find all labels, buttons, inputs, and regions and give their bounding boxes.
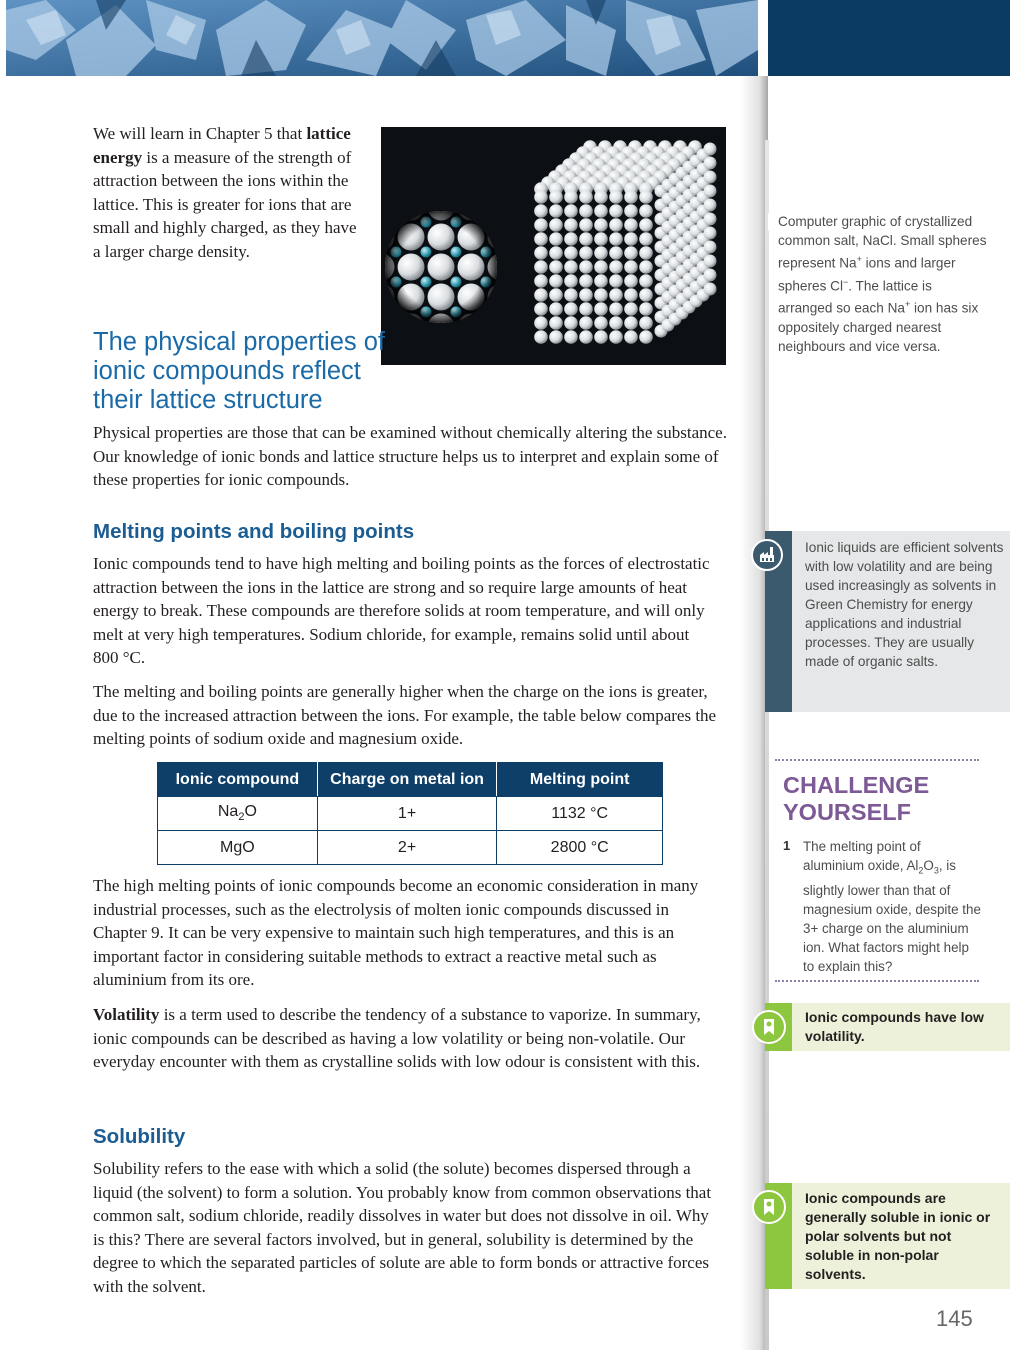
intro-key-term: lattice energy xyxy=(93,124,351,167)
challenge-title: CHALLENGE YOURSELF xyxy=(783,772,930,825)
lattice-sphere xyxy=(594,218,608,232)
lattice-sphere xyxy=(549,232,563,246)
table-header-cell: Melting point xyxy=(497,763,663,797)
lattice-sphere xyxy=(564,330,578,344)
volatility-paragraph: Volatility is a term used to describe the tendency of a substance to vaporize. In summary, ionic compounds can be described as having a low volatility or being non-volatile. Our everyday encounter with them as crystalline solids with low odour is consistent with this. xyxy=(93,1005,701,1071)
lattice-sphere xyxy=(609,204,623,218)
lattice-sphere xyxy=(624,190,638,204)
lattice-sphere xyxy=(704,199,717,212)
table-cell-charge: 1+ xyxy=(317,797,497,831)
lattice-sphere xyxy=(511,307,522,318)
lattice-sphere xyxy=(391,217,402,228)
header-banner-block xyxy=(768,0,1010,76)
lattice-sphere xyxy=(579,316,593,330)
lattice-sphere xyxy=(511,337,522,348)
lattice-sphere xyxy=(564,190,578,204)
lattice-sphere xyxy=(564,246,578,260)
lattice-sphere xyxy=(579,232,593,246)
lattice-sphere xyxy=(534,246,548,260)
lattice-sphere xyxy=(549,330,563,344)
lattice-sphere xyxy=(481,217,492,228)
lattice-sphere xyxy=(549,260,563,274)
melting-paragraph-3: The high melting points of ionic compounds become an economic consideration in many industrial processes, such as the electrolysis of molten ionic compounds discussed in Chapter 9. It can be very expensive to maintain such high temperatures, and this is an important factor in considering suitable methods to extract a reactive metal such as aluminium from its ore. xyxy=(93,876,699,989)
lattice-sphere xyxy=(704,213,717,226)
lattice-sphere xyxy=(609,218,623,232)
lattice-sphere xyxy=(511,277,522,288)
lattice-sphere xyxy=(624,232,638,246)
lattice-sphere xyxy=(639,218,653,232)
lattice-sphere xyxy=(609,288,623,302)
solubility-heading: Solubility xyxy=(93,1125,186,1148)
lattice-sphere xyxy=(704,283,717,296)
melting-heading: Melting points and boiling points xyxy=(93,520,415,543)
melting-point-table xyxy=(157,762,663,865)
table-cell-melting-point: 1132 °C xyxy=(497,797,663,831)
key-point-text: Ionic compounds have low volatility. xyxy=(805,1009,984,1044)
lattice-sphere xyxy=(624,204,638,218)
lattice-sphere xyxy=(564,232,578,246)
lattice-sphere xyxy=(549,288,563,302)
header-banner-image xyxy=(6,0,758,76)
intro-text-end: is a measure of the strength of attraction between the ions within the lattice. This is greater for ions that are small and highly charged, as they have a larger charge density. xyxy=(93,147,357,261)
lattice-sphere xyxy=(534,302,548,316)
melting-paragraph-2: The melting and boiling points are generally higher when the charge on the ions is greater, due to the increased attraction between the ions. For example, the table below compares the melting points of sodium oxide and magnesium oxide. xyxy=(93,682,717,748)
lattice-sphere xyxy=(594,274,608,288)
lattice-sphere xyxy=(488,314,515,341)
lattice-sphere xyxy=(549,302,563,316)
table-cell-charge: 2+ xyxy=(317,831,497,865)
lattice-sphere xyxy=(639,190,653,204)
lattice-sphere xyxy=(534,218,548,232)
lattice-sphere xyxy=(549,316,563,330)
lattice-sphere xyxy=(594,302,608,316)
table-header-row xyxy=(158,763,663,797)
lattice-sphere xyxy=(639,260,653,274)
lattice-sphere xyxy=(704,143,717,156)
lattice-sphere xyxy=(564,288,578,302)
lattice-sphere xyxy=(704,171,717,184)
lattice-sphere xyxy=(579,274,593,288)
lattice-sphere xyxy=(534,232,548,246)
lattice-sphere xyxy=(594,330,608,344)
lattice-sphere xyxy=(609,246,623,260)
challenge-top-divider xyxy=(775,759,979,761)
lattice-sphere xyxy=(594,288,608,302)
lattice-sphere xyxy=(624,302,638,316)
table-cell-melting-point: 2800 °C xyxy=(497,831,663,865)
lattice-sphere xyxy=(534,260,548,274)
intro-text-start: We will learn in Chapter 5 that xyxy=(93,124,307,143)
lattice-sphere xyxy=(564,204,578,218)
lattice-sphere xyxy=(594,204,608,218)
lattice-sphere xyxy=(534,204,548,218)
lattice-sphere xyxy=(609,330,623,344)
lattice-sphere xyxy=(609,274,623,288)
lattice-sphere xyxy=(564,260,578,274)
lattice-sphere xyxy=(534,274,548,288)
green-chemistry-text: Ionic liquids are efficient solvents with low volatility and are being used increasingly as solvents in Green Chemistry for energy applications and industrial processes. They are usually made of organic salts. xyxy=(805,540,1004,669)
lattice-sphere xyxy=(704,241,717,254)
lattice-sphere xyxy=(609,260,623,274)
lattice-sphere xyxy=(564,274,578,288)
lattice-sphere xyxy=(451,337,462,348)
lattice-sphere xyxy=(639,232,653,246)
solubility-paragraph: Solubility refers to the ease with which a solid (the solute) becomes dispersed through a liquid (the solvent) to form a solution. You probably know from common observations that common salt, sodium chloride, readily dissolves in water but does not dissolve in oil. Why is this? There are several factors involved, but in general, solubility is determined by the degree to which the separated particles of solute are able to form bonds or attractive forces with the solvent. xyxy=(93,1159,712,1296)
lattice-sphere xyxy=(594,260,608,274)
lattice-sphere xyxy=(594,190,608,204)
lattice-sphere xyxy=(639,316,653,330)
page-number: 145 xyxy=(936,1306,973,1331)
lattice-sphere xyxy=(639,274,653,288)
lattice-sphere xyxy=(624,316,638,330)
lattice-sphere xyxy=(609,190,623,204)
lattice-sphere xyxy=(534,190,548,204)
table-row xyxy=(158,831,663,865)
lattice-sphere xyxy=(381,194,395,221)
lattice-sphere xyxy=(579,190,593,204)
lattice-sphere xyxy=(609,302,623,316)
lattice-sphere xyxy=(639,302,653,316)
lattice-sphere xyxy=(594,316,608,330)
lattice-sphere xyxy=(579,246,593,260)
lattice-sphere xyxy=(579,330,593,344)
caption-pointer xyxy=(768,213,778,231)
lattice-sphere xyxy=(549,218,563,232)
lattice-sphere xyxy=(564,218,578,232)
section-intro: Physical properties are those that can be examined without chemically altering the substance. Our knowledge of ionic bonds and lattice structure helps us to interpret and explain some of these properties for ionic compounds. xyxy=(93,423,727,489)
challenge-question: The melting point of aluminium oxide, $Al_2O_3$, is slightly lower than that of magnesium oxide, despite the 3+ charge on the aluminium ion. What factors might help to explain this? xyxy=(803,839,981,974)
table-row xyxy=(158,797,663,831)
lattice-sphere xyxy=(579,218,593,232)
page-gutter-shadow xyxy=(740,76,768,1350)
challenge-number: 1 xyxy=(783,838,791,853)
lattice-sphere xyxy=(704,185,717,198)
lattice-sphere xyxy=(488,194,515,221)
lattice-sphere xyxy=(579,288,593,302)
melting-paragraph-1: Ionic compounds tend to have high melting and boiling points as the forces of electrostatic attraction between the ions in the lattice are strong and so require large amounts of heat energy to break. These compounds are therefore solids at room temperature, and will only melt at very high temperatures. Sodium chloride, for example, remains solid until about 800 °C. xyxy=(93,554,710,667)
table-header-cell: Charge on metal ion xyxy=(317,763,497,797)
key-point-icon xyxy=(752,1010,786,1044)
lattice-sphere xyxy=(624,246,638,260)
lattice-sphere xyxy=(639,246,653,260)
lattice-sphere xyxy=(639,204,653,218)
lattice-sphere xyxy=(624,288,638,302)
table-header-cell: Ionic compound xyxy=(158,763,318,797)
lattice-sphere xyxy=(511,247,522,258)
lattice-sphere xyxy=(549,246,563,260)
lattice-sphere xyxy=(624,218,638,232)
page-gutter-edge xyxy=(765,140,769,1350)
lattice-sphere xyxy=(594,232,608,246)
lattice-sphere xyxy=(481,337,492,348)
lattice-sphere xyxy=(511,217,522,228)
volatility-term: Volatility xyxy=(93,1005,160,1024)
section-title: The physical properties of ionic compounds reflect their lattice structure xyxy=(93,328,385,414)
lattice-sphere xyxy=(534,316,548,330)
lattice-sphere xyxy=(624,330,638,344)
lattice-sphere xyxy=(609,232,623,246)
key-point-icon xyxy=(752,1190,786,1224)
lattice-sphere xyxy=(579,260,593,274)
factory-icon xyxy=(751,539,783,571)
lattice-sphere xyxy=(564,302,578,316)
lattice-sphere xyxy=(549,204,563,218)
lattice-sphere xyxy=(391,307,402,318)
lattice-sphere xyxy=(579,204,593,218)
lattice-sphere xyxy=(549,190,563,204)
lattice-sphere xyxy=(534,288,548,302)
lattice-sphere xyxy=(421,337,432,348)
lattice-sphere xyxy=(564,316,578,330)
lattice-sphere xyxy=(704,269,717,282)
lattice-sphere xyxy=(639,288,653,302)
lattice-sphere xyxy=(609,316,623,330)
lattice-sphere xyxy=(549,274,563,288)
lattice-sphere xyxy=(481,307,492,318)
lattice-sphere xyxy=(624,260,638,274)
figure-caption: Computer graphic of crystallized common salt, NaCl. Small spheres represent Na+ ions and larger spheres Cl−. The lattice is arranged so each Na+ ion has six oppositely charged nearest neighbours and vice versa. xyxy=(778,214,987,354)
lattice-sphere xyxy=(639,330,653,344)
intro-paragraph xyxy=(93,122,363,263)
table-cell-compound: $Na_2O$ xyxy=(158,797,318,831)
challenge-bottom-divider xyxy=(775,980,979,982)
key-point-text: Ionic compounds are generally soluble in ionic or polar solvents but not soluble in non-polar solvents. xyxy=(805,1190,991,1282)
lattice-sphere xyxy=(704,157,717,170)
nacl-lattice-figure xyxy=(381,127,726,365)
lattice-sphere xyxy=(579,302,593,316)
lattice-sphere xyxy=(704,227,717,240)
lattice-sphere xyxy=(704,255,717,268)
lattice-sphere xyxy=(624,274,638,288)
lattice-sphere xyxy=(594,246,608,260)
table-cell-compound: MgO xyxy=(158,831,318,865)
lattice-sphere xyxy=(534,330,548,344)
